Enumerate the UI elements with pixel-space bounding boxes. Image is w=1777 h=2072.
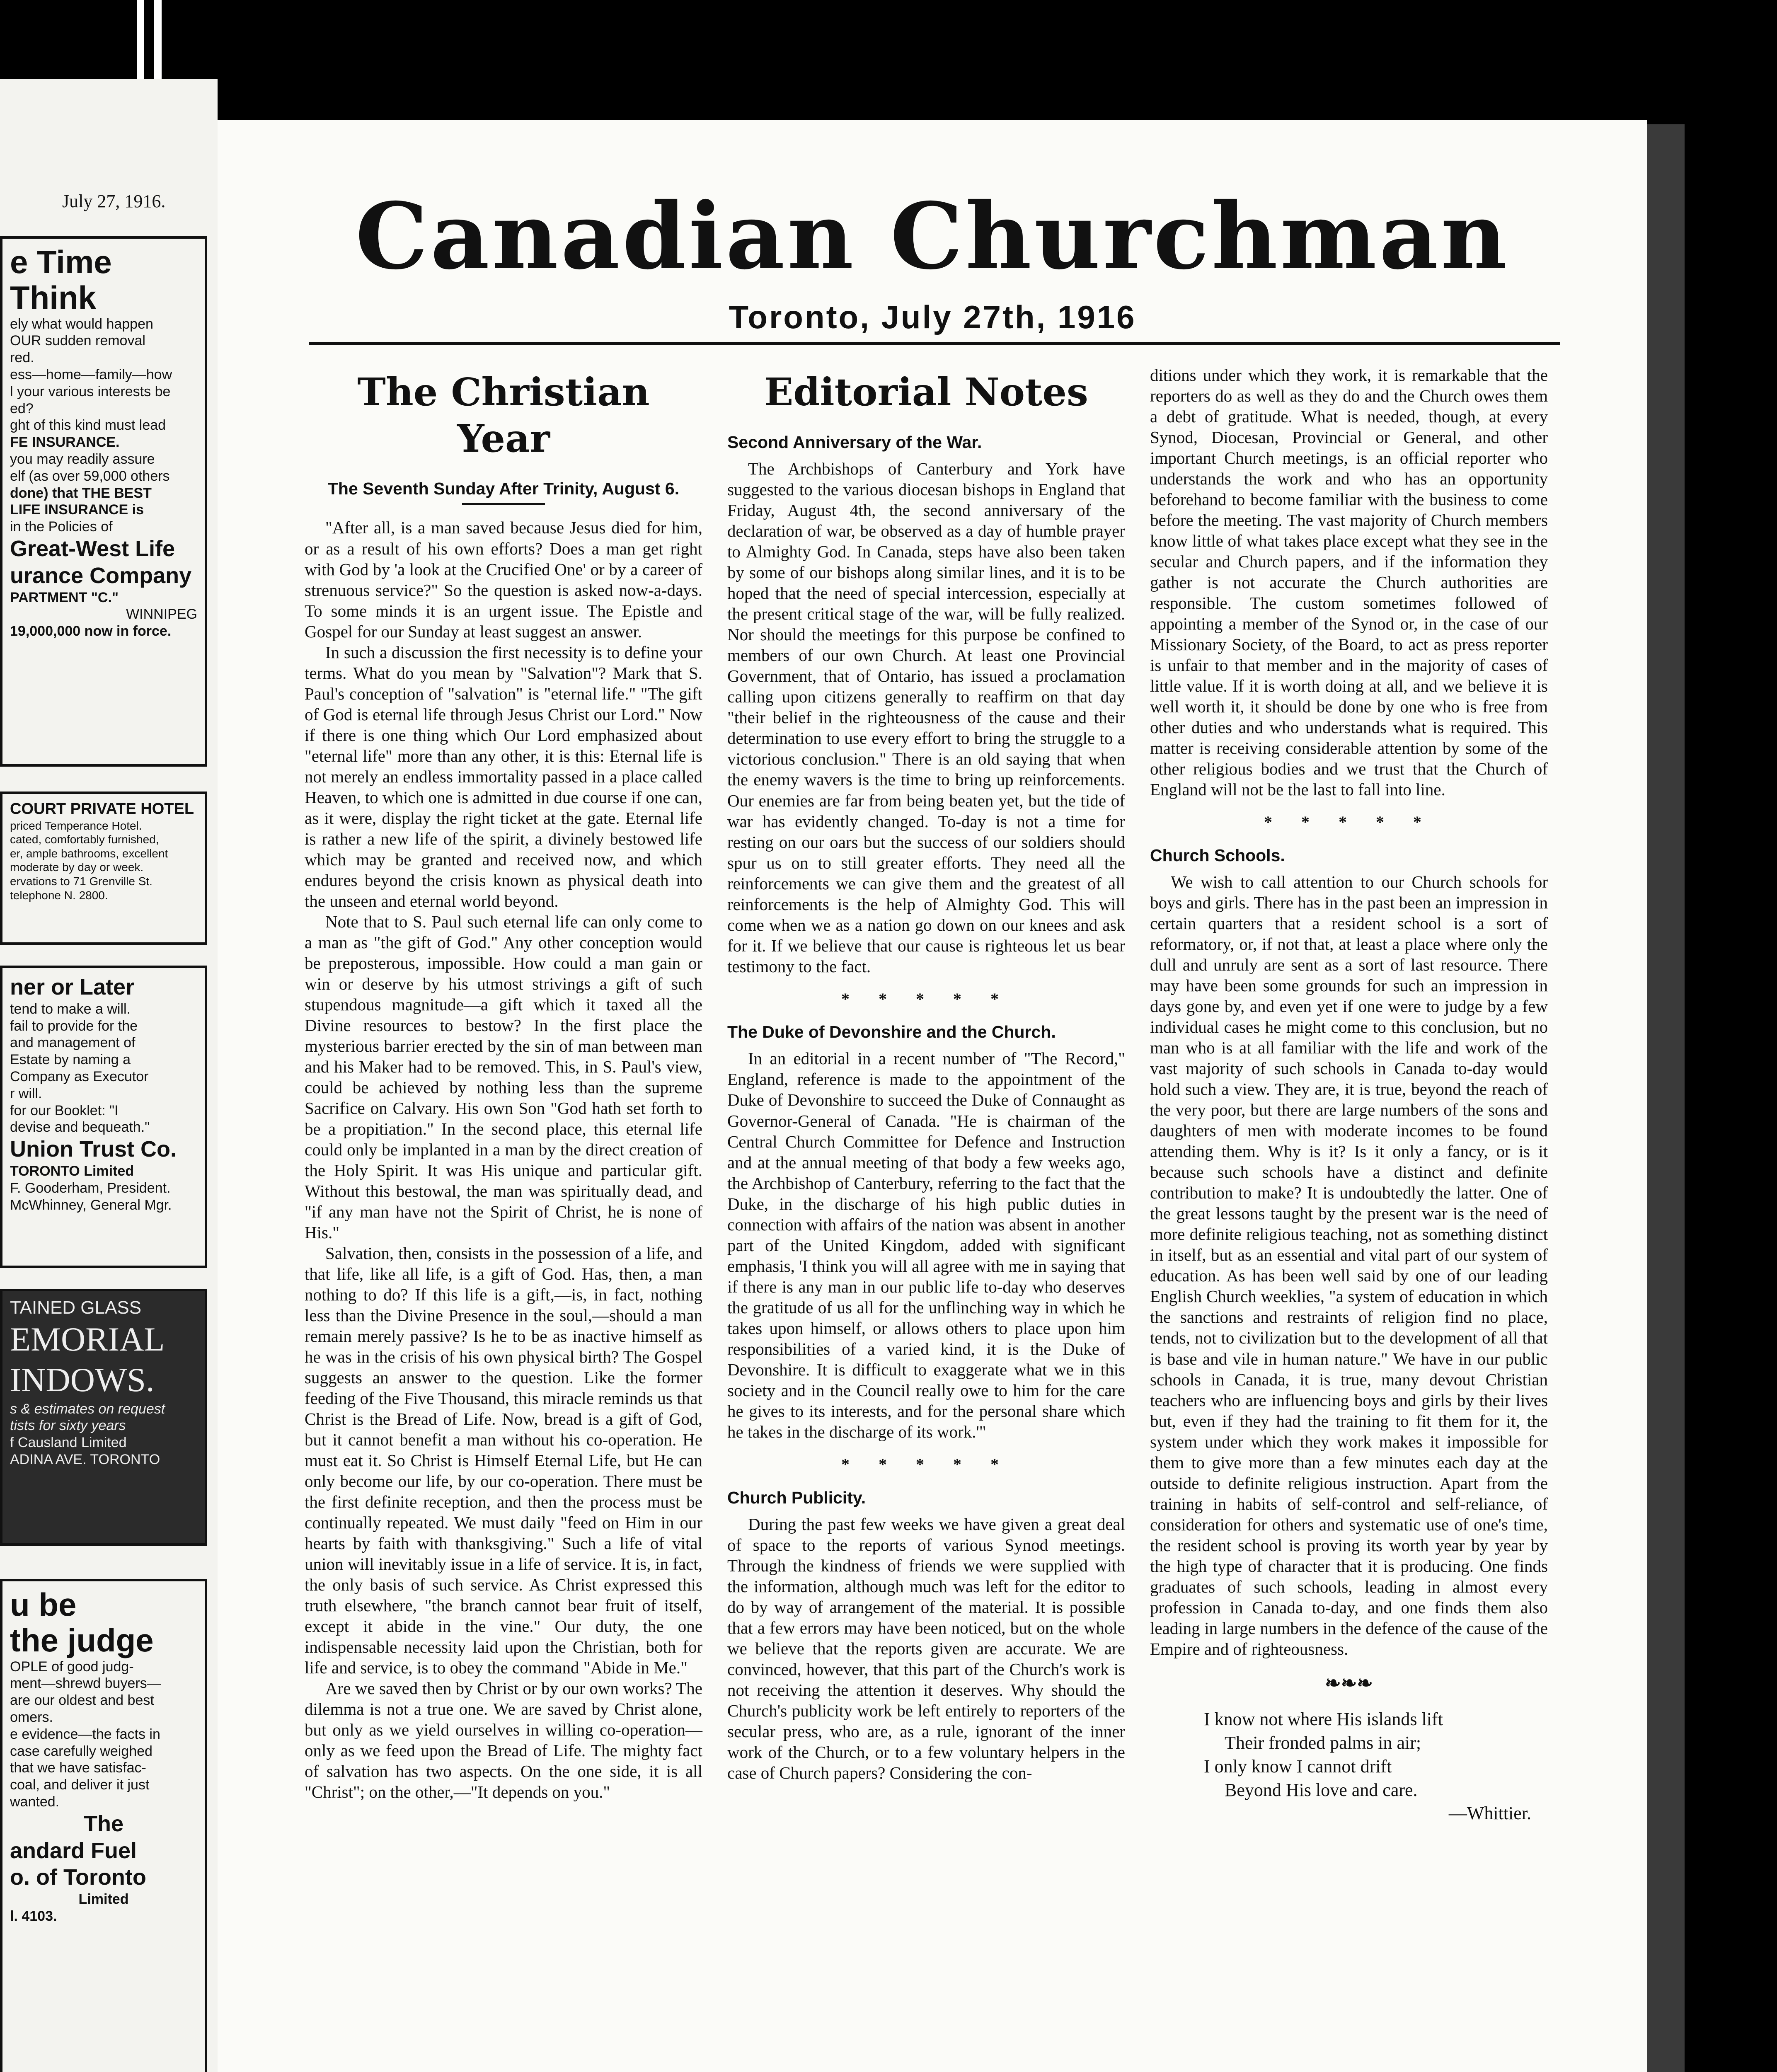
ad-line: ess—home—family—how (10, 366, 172, 382)
facing-page-date: July 27, 1916. (62, 191, 166, 211)
ad-line: l your various interests be (10, 383, 171, 399)
ad-line: PARTMENT "C." (10, 589, 119, 605)
ad-insurance (0, 236, 207, 767)
ad-line: fail to provide for the (10, 1018, 138, 1034)
ad-line: are our oldest and best (10, 1692, 154, 1709)
column-editorial-notes (727, 369, 1125, 1783)
ad-line: elf (as over 59,000 others (10, 468, 170, 484)
ad-line: tend to make a will. (10, 1001, 131, 1017)
ad-line: red. (10, 350, 34, 366)
masthead (218, 182, 1647, 336)
paragraph: During the past few weeks we have given a great deal of space to the reports of various Synod meetings. Through the kindness of friends we were supplied with the information, although much was left for the editor to do by way of arrangement of the material. It is possible that a few errors may have been noticed, but on the whole we believe that the reports given are accurate. We are convinced, however, that this part of the Church's work is not receiving the attention it deserves. Why should the Church's publicity work be left entirely to reporters of the secular press, who are, as a rule, ignorant of the inner work of the Church, or to a few voluntary helpers in the case of Church papers? Considering the con- (727, 1514, 1125, 1782)
ad-line: Great-West Life (10, 536, 175, 561)
ad-line: COURT PRIVATE HOTEL (10, 800, 194, 818)
section-divider-stars: * * * * * (841, 989, 1011, 1008)
ad-line: done) that THE BEST (10, 485, 152, 501)
ad-line: in the Policies of (10, 519, 113, 535)
paragraph: In an editorial in a recent number of "The Record," England, reference is made to the appointment of the Duke of Devonshire to succeed the Duke of Connaught as Governor-General of Canada. "He is chairman of the Central Church Committee for Defence and Instruction and at the annual meeting of that body a few weeks ago, the Archbishop of Canterbury, referring to the fact that the Duke, in the discharge of his high public duties in connection with affairs of the nation was absent in another part of the United Kingdom, added with significant emphasis, 'I think you will all agree with me in saying that if there is any man in our public life to-day who deserves the gratitude of us all for the unflinching way in which he takes upon himself, or allows others to place upon him responsibilities of a varied kind, it is the Duke of Devonshire. It is difficult to exaggerate what we in this society and in the Council really owe to him for the care he gives to its interests, and for the personal share which he takes in the discharge of its work.'" (727, 1049, 1125, 1441)
ad-line: urance Company (10, 563, 192, 588)
ad-line: Union Trust Co. (10, 1137, 177, 1162)
ad-line: telephone N. 2800. (10, 888, 108, 902)
ad-line: devise and bequeath." (10, 1119, 150, 1135)
ad-line: s & estimates on request (10, 1401, 165, 1417)
ad-line: e Time (10, 244, 112, 280)
section-title: Church Schools. (1150, 846, 1285, 865)
ad-line: o. of Toronto (10, 1865, 146, 1890)
ad-line: ervations to 71 Grenville St. (10, 874, 153, 888)
ad-line: ght of this kind must lead (10, 417, 166, 433)
ad-line: case carefully weighed (10, 1743, 153, 1759)
poem (1204, 1707, 1548, 1802)
ad-line: TAINED GLASS (10, 1297, 142, 1318)
dateline: Toronto, July 27th, 1916 (729, 299, 1136, 335)
poem-line: I only know I cannot drift (1204, 1756, 1392, 1777)
ad-standard-fuel (0, 1579, 207, 2072)
ad-line: omers. (10, 1709, 53, 1725)
ad-line: OPLE of good judg- (10, 1658, 134, 1675)
ad-line: F. Gooderham, President. (10, 1180, 171, 1196)
ad-line: LIFE INSURANCE is (10, 502, 144, 518)
ad-line: WINNIPEG (126, 606, 197, 622)
page-edge-shadow (1647, 124, 1685, 2072)
ad-line: Company as Executor (10, 1068, 149, 1084)
paragraph: Salvation, then, consists in the possession of a life, and that life, like all life, is a gift of God. Has, then, a man nothing to do? If this life is a gift,—is, in fact, nothing less than the Divine Presence in the soul,—should a man remain merely passive? Is he to be as inactive himself as he was in the crisis of his own physical birth? The Gospel suggests an answer to the question. Like the former feeding of the Five Thousand, this miracle reminds us that Christ is the Bread of Life. Now, bread is a gift of God, but it cannot benefit a man without his co-operation. He must eat it. So Christ is Himself Eternal Life, but He can only become our life, by our co-operation. There must be the first definite reception, and then the process must be continually repeated. We must daily "feed on Him in our hearts by faith with thanksgiving." Such a life of vital union will inevitably issue in a life of service. It is, in fact, the only basis of such service. As Christ expressed this truth elsewhere, "the branch cannot bear fruit of itself, except it abide in the vine." Our duty, the one indispensable necessity laid upon the Christian, both for life and service, is to obey the command "Abide in Me." (305, 1244, 702, 1677)
ad-line: Limited (78, 1891, 129, 1907)
ad-line: f Causland Limited (10, 1435, 127, 1451)
paragraph: ditions under which they work, it is remarkable that the reporters do as well as they do and the Church owes them a debt of gratitude. What is needed, though, at every Synod, Diocesan, Provincial or General, and other important Church meetings, is an official reporter who understands the work and who has an opportunity beforehand to become familiar with the business to come before the meeting. The vast majority of Church members know little of what takes place except what they see in the secular and Church papers, and if the information they gather is not accurate the Church authorities are responsible. The custom sometimes followed of appointing a member of the Synod or, in the case of our Missionary Society, of the Board, to act as press reporter is unfair to that member and in the majority of cases of little value. If it is worth doing at all, and we believe it is well worth it, it should be done by one who is free from other duties and who understands what is required. This matter is receiving considerable attention by some of the other religious bodies and we trust that the Church of England will not be the last to fall into line. (1150, 366, 1548, 799)
ad-line: and management of (10, 1035, 136, 1051)
paragraph: In such a discussion the first necessity is to define your terms. What do you mean by "Salvation"? Mark that S. Paul's conception of "salvation" is "eternal life." "The gift of God is eternal life through Jesus Christ our Lord." Now if there is one thing which Our Lord emphasized about "eternal life" more than any other, it is this: Eternal life is not merely an endless immortality passed in a place called Heaven, to which one is admitted in due course if one can, as it were, display the right ticket at the gate. Eternal life is rather a new life of the spirit, a divinely bestowed life which may be granted and received now, and which endures beyond the crisis known as physical death into the unseen and eternal world beyond. (305, 642, 702, 910)
ad-line: ely what would happen (10, 316, 153, 332)
ad-line: tists for sixty years (10, 1418, 126, 1434)
ad-line: the judge (10, 1622, 154, 1658)
ad-line: r will. (10, 1085, 42, 1101)
facing-page (0, 79, 218, 2072)
ad-line: The (83, 1811, 123, 1836)
poem-line: Beyond His love and care. (1225, 1780, 1418, 1801)
paragraph: We wish to call attention to our Church schools for boys and girls. There has in the past been an impression in certain quarters that a resident school is a sort of reformatory, or, if not that, at least a place where only the dull and unruly are sent as a sort of last resource. There may have been some grounds for such an impression in days gone by, and even yet if one were to judge by a few individual cases he might come to this conclusion, but no man who is at all familiar with the life and work of the vast majority of such schools in Canada to-day would hold such a view. They are, it is true, beyond the reach of the very poor, but there are large numbers of the sons and daughters of men with moderate incomes to be found attending them. Why is it? Is it only a fancy, or is it because such schools have a distinct and definite contribution to make? It is undoubtedly the latter. One of the great lessons taught by the present war is the need of more definite religious teaching, not as something distinct in itself, but as an essential and vital part of our system of education. As has been well said by one of our leading English Church weeklies, "a system of education in which the sanctions and restraints of religion find no place, tends, not to civilization but to the development of all that is base and vile in human nature." We have in our public schools in Canada, it is true, many devout Christian teachers who are influencing boys and girls by their lives but, even if they had the training to fit them for it, the system under which they work makes it impossible for them to give more than a few minutes each day at the outside to definite religious instruction. Apart from the training in habits of self-control and self-reliance, of consideration for others and systematic use of one's time, the resident school is proving its worth year by year by the high type of character that it is producing. One finds graduates of such schools, leading in almost every profession in Canada to-day, and one finds them also leading in large numbers in the defence of the cause of the Empire and of righteousness. (1150, 872, 1548, 1658)
poem-line: I know not where His islands lift (1204, 1709, 1443, 1729)
masthead-rule (309, 342, 1560, 345)
ad-union-trust (0, 966, 207, 1268)
ad-line: that we have satisfac- (10, 1760, 146, 1776)
column-continued (1150, 365, 1548, 1824)
ad-stained-glass (0, 1289, 207, 1546)
poem-credit: —Whittier. (1448, 1803, 1531, 1823)
section-divider-stars: * * * * * (841, 1455, 1011, 1474)
ad-line: cated, comfortably furnished, (10, 833, 159, 846)
divider (462, 503, 545, 505)
ad-line: TORONTO Limited (10, 1163, 134, 1179)
ad-line: andard Fuel (10, 1838, 137, 1863)
ad-line: you may readily assure (10, 451, 155, 467)
fleuron-ornament: ❧❧❧ (1325, 1672, 1373, 1694)
ad-line: 19,000,000 now in force. (10, 623, 172, 639)
poem-line: Their fronded palms in air; (1225, 1733, 1421, 1753)
ad-hotel (0, 792, 207, 945)
section-title: The Duke of Devonshire and the Church. (727, 1022, 1056, 1042)
section-divider-stars: * * * * * (1264, 813, 1434, 832)
ad-line: u be (10, 1586, 77, 1623)
paragraph: Note that to S. Paul such eternal life can only come to a man as "the gift of God." Any other conception would be preposterous, impossible. How could a man gain or win or deserve by his utmost strivings a gift of such stupendous magnitude—a gift which it taxed all the Divine resources to bestow? In the first place the mysterious barrier erected by the sin of man between man and his Maker had to be removed. This, in S. Paul's view, could be achieved by nothing less than the supreme Sacrifice on Calvary. His own Son "God hath set forth to be a propitiation." In the second place, this eternal life could only be implanted in a man by the direct creation of the Holy Spirit. It was His unique and particular gift. Without this bestowal, the man was spiritually dead, and "if any man have not the Spirit of Christ, he is none of His." (305, 912, 702, 1242)
ad-line: ner or Later (10, 975, 135, 1000)
ad-line: l. 4103. (10, 1908, 57, 1924)
section-title: Second Anniversary of the War. (727, 433, 982, 452)
ad-line: FE INSURANCE. (10, 434, 120, 450)
article-subheading: The Seventh Sunday After Trinity, August 6. (327, 479, 680, 499)
ad-line: er, ample bathrooms, excellent (10, 847, 168, 860)
ad-line: OUR sudden removal (10, 333, 145, 349)
ad-line: ment—shrewd buyers— (10, 1675, 161, 1692)
column-heading: The Christian Year (357, 370, 650, 461)
ad-line: McWhinney, General Mgr. (10, 1197, 172, 1213)
newspaper-title: Canadian Churchman (355, 182, 1510, 290)
paragraph: The Archbishops of Canterbury and York have suggested to the various diocesan bishops in England that Friday, August 4th, the second anniversary of the declaration of war, be observed as a day of humble prayer to Almighty God. In Canada, steps have also been taken by some of our bishops along similar lines, and it is to be hoped that the need of special intercession, especially at the present critical stage of the war, will be fully realized. Nor should the meetings for this purpose be confined to members of our own Church. At least one Provincial Government, that of Ontario, has issued a proclamation calling upon citizens generally to reaffirm on that day "their belief in the righteousness of the cause and their determination to use every effort to bring the struggle to a victorious conclusion." There is an old saying that when the enemy wavers is the time to bring up reinforcements. Our enemies are far from being beaten yet, but the tide of war has evidently changed. To-day is not a time for resting on our oars but the success of our soldiers should spur us on to still greater efforts. They need all the reinforcements we can give them and the greatest of all reinforcements is the help of Almighty God. This will come when we as a nation go down on our knees and ask for it. If we believe that our cause is righteous let us bear testimony to the fact. (727, 459, 1125, 976)
ad-line: ed? (10, 400, 34, 416)
paragraph: "After all, is a man saved because Jesus died for him, or as a result of his own efforts? Does a man get right with God by 'a look at the Crucified One' or by a career of strenuous service?" So the question is asked now-a-days. To some minds it is an urgent issue. The Epistle and Gospel for our Sunday at least suggest an answer. (305, 518, 702, 641)
ad-line: Think (10, 279, 96, 316)
ad-line: coal, and deliver it just (10, 1777, 150, 1793)
ad-line: for our Booklet: "I (10, 1102, 119, 1118)
section-title: Church Publicity. (727, 1488, 866, 1507)
ad-line: Estate by naming a (10, 1052, 131, 1068)
ad-line: ADINA AVE. TORONTO (10, 1451, 160, 1467)
ad-line: priced Temperance Hotel. (10, 819, 142, 832)
ad-line: e evidence—the facts in (10, 1726, 160, 1742)
ad-line: INDOWS. (10, 1361, 155, 1399)
column-heading: Editorial Notes (764, 370, 1088, 414)
column-christian-year (305, 369, 702, 1802)
ad-line: EMORIAL (10, 1320, 165, 1358)
ad-line: moderate by day or week. (10, 861, 144, 874)
ad-line: wanted. (10, 1794, 60, 1810)
paragraph: Are we saved then by Christ or by our own works? The dilemma is not a true one. We are saved by Christ alone, but only as we yield ourselves in willing co-operation—only as we feed upon the Bread of Life. The mighty fact of salvation has two aspects. On the one side, it is all "Christ"; on the other,—"It depends on you." (305, 1679, 702, 1802)
newspaper-page (218, 120, 1647, 2072)
